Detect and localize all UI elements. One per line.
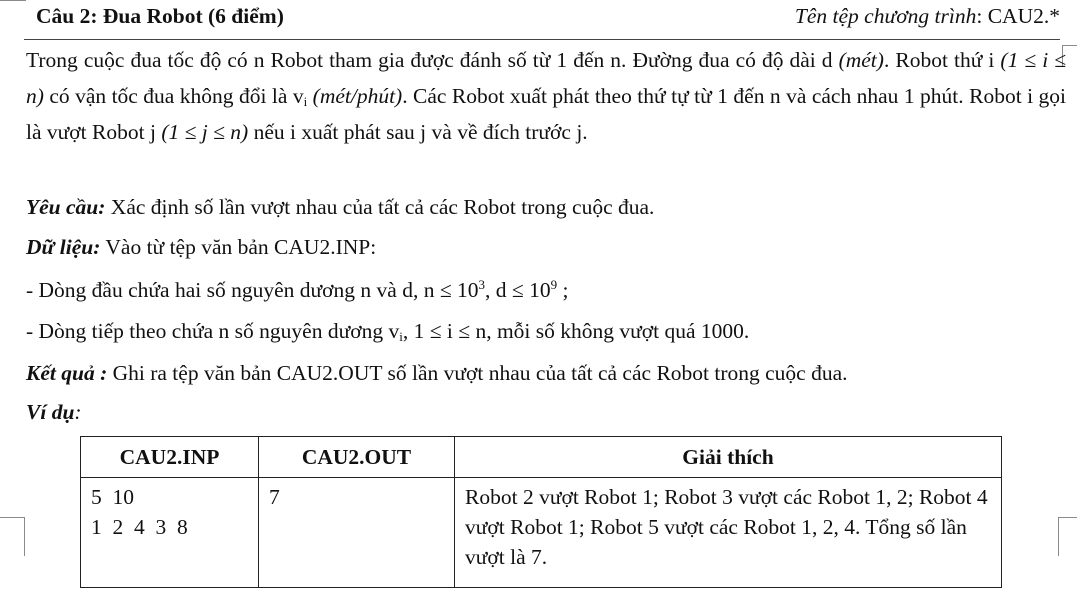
example-table (80, 436, 1002, 588)
corner-mark-top-left (0, 0, 26, 2)
unit-meter-per-minute: (mét/phút) (312, 84, 403, 108)
unit-meter: (mét) (838, 48, 884, 72)
exponent-3: 3 (478, 277, 486, 292)
input-line-1: 5 10 (91, 485, 134, 509)
example-heading: Ví dụ: (26, 400, 82, 424)
header-divider (24, 39, 1060, 40)
file-name-label: Tên tệp chương trình (794, 4, 977, 28)
example-input-cell (81, 478, 259, 588)
subscript-i-2: i (399, 329, 403, 344)
table-row (81, 478, 1002, 588)
condition-i: (1 ≤ i ≤ n) (26, 48, 1067, 108)
input-spec-second-line: - Dòng tiếp theo chứa n số nguyên dương $v_i$, 1 ≤ i ≤ n, mỗi số không vượt quá 1000. (26, 319, 750, 344)
example-output-cell: 7 (259, 478, 455, 588)
col-header-explanation: Giải thích (455, 437, 1002, 478)
corner-mark-bottom-right (1058, 517, 1077, 556)
exponent-9: 9 (550, 277, 558, 292)
col-header-input: CAU2.INP (81, 437, 259, 478)
corner-mark-bottom-left (0, 517, 25, 556)
subscript-i: i (303, 94, 308, 109)
problem-statement: Trong cuộc đua tốc độ có n Robot tham gia được đánh số từ 1 đến n. Đường đua có độ dài d (mét). Robot thứ i (1 ≤ i ≤ n) có vận tốc đua không đổi là $v_i$ (mét/phút). Các Robot xuất phát theo thứ tự từ 1 đến n và cách nhau 1 phút. Robot i gọi là vượt Robot j (1 ≤ j ≤ n) nếu i xuất phát sau j và về đích trước j. (26, 48, 1067, 144)
example-explanation-cell: Robot 2 vượt Robot 1; Robot 3 vượt các Robot 1, 2; Robot 4 vượt Robot 1; Robot 5 vượt các Robot 1, 2, 4. Tổng số lần vượt là 7. (455, 478, 1002, 588)
input-text: Vào từ tệp văn bản CAU2.INP: (100, 235, 377, 259)
file-name-value: CAU2.* (987, 4, 1060, 28)
input-label: Dữ liệu: (26, 235, 101, 259)
output-text: Ghi ra tệp văn bản CAU2.OUT số lần vượt nhau của tất cả các Robot trong cuộc đua. (107, 361, 848, 385)
condition-j: (1 ≤ j ≤ n) (161, 120, 249, 144)
output-spec-line (26, 361, 1066, 386)
output-label: Kết quả : (26, 361, 108, 385)
problem-title: Câu 2: Đua Robot (6 điểm) (36, 4, 284, 28)
col-header-output: CAU2.OUT (259, 437, 455, 478)
requirement-line (26, 195, 1066, 220)
requirement-label: Yêu cầu: (26, 195, 106, 219)
table-header-row (81, 437, 1002, 478)
input-spec-line (26, 235, 1066, 260)
input-spec-first-line: - Dòng đầu chứa hai số nguyên dương n và d, $n \le 10^3$, $d \le 10^9$ ; (26, 277, 569, 302)
example-label: Ví dụ (26, 400, 75, 424)
problem-header (36, 4, 1066, 34)
requirement-text: Xác định số lần vượt nhau của tất cả các Robot trong cuộc đua. (105, 195, 655, 219)
program-file-name: Tên tệp chương trình: CAU2.* (794, 4, 1060, 28)
input-line-2: 1 2 4 3 8 (91, 515, 188, 539)
